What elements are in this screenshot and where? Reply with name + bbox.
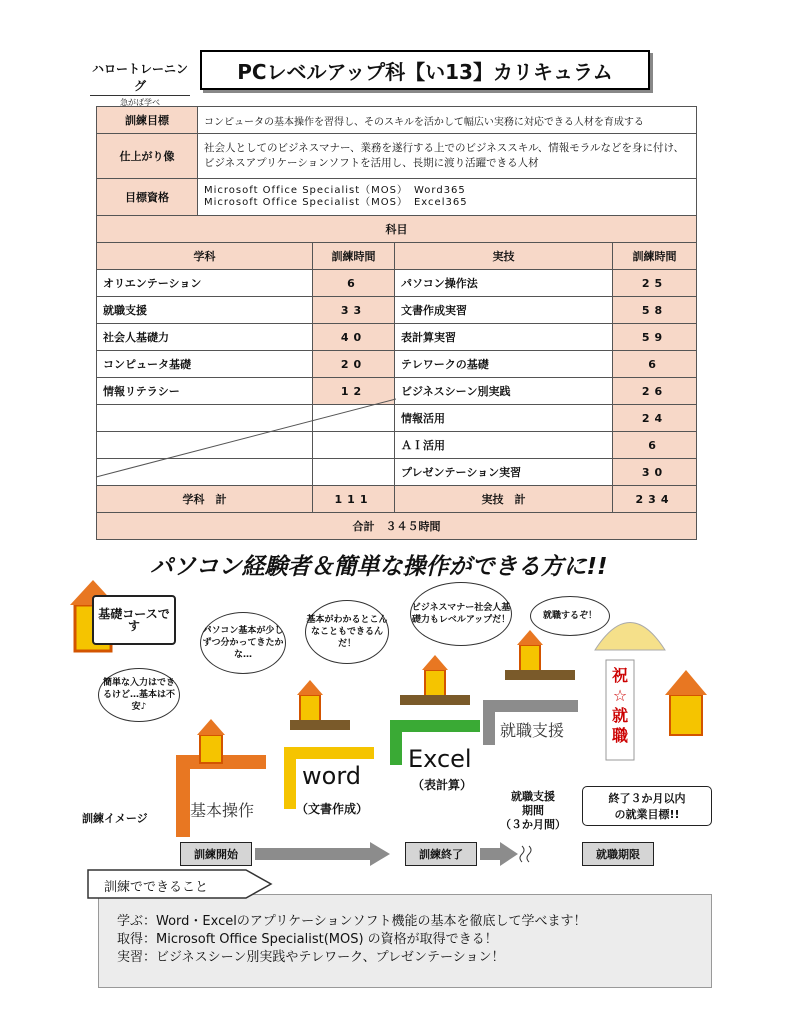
goal-row	[97, 107, 697, 134]
goal-callout	[582, 786, 712, 826]
thought-bubble-3: 基本がわかるとこんなこともできるんだ！	[305, 600, 389, 664]
finish-label: 仕上がり像	[97, 134, 198, 179]
arrow-icon	[480, 842, 518, 866]
theory-name: 情報リテラシー	[97, 378, 313, 405]
goal-callout-line2: の就業目標!!	[614, 808, 680, 821]
practice-name: 情報活用	[395, 405, 613, 432]
practice-name: ＡＩ活用	[395, 432, 613, 459]
qual-label: 目標資格	[97, 179, 198, 216]
qual-row	[97, 179, 697, 216]
empty-area-diagonal	[96, 398, 396, 478]
thought-bubble-5: 就職するぞ！	[530, 596, 610, 636]
step4-label: 就職支援	[500, 721, 565, 740]
theory-name: 就職支援	[97, 297, 313, 324]
thought-bubble-2: パソコン基本が少しずつ分かってきたかな…	[200, 612, 286, 674]
theory-hours: 12	[313, 378, 395, 405]
can-do-line: 実習：ビジネスシーン別実践やテレワーク、プレゼンテーション！	[117, 950, 505, 965]
theory-name: コンピュータ基礎	[97, 351, 313, 378]
pencil-character-icon	[400, 655, 470, 705]
col-practice: 実技	[395, 243, 613, 270]
practice-hours: 6	[613, 351, 697, 378]
can-do-line: 取得：Microsoft Office Specialist(MOS) の資格が取得できる！	[117, 932, 498, 947]
practice-name: 表計算実習	[395, 324, 613, 351]
practice-total-value: 234	[613, 486, 697, 513]
subjects-header-row	[97, 216, 697, 243]
practice-name: 文書作成実習	[395, 297, 613, 324]
qual-excel: Microsoft Office Specialist（MOS） Excel365	[204, 197, 468, 208]
practice-name: ビジネスシーン別実践	[395, 378, 613, 405]
finish-text: 社会人としてのビジネスマナー、業務を遂行する上でのビジネススキル、情報モラルなどを身に付け、ビジネスアプリケーションソフトを活用し、長期に渡り活躍できる人材	[198, 134, 697, 179]
col-theory: 学科	[97, 243, 313, 270]
support-period-line3: （３か月間）	[500, 818, 566, 831]
pencil-character-icon	[290, 680, 350, 730]
pencil-character-icon	[505, 630, 575, 680]
practice-hours: 25	[613, 270, 697, 297]
practice-name: テレワークの基礎	[395, 351, 613, 378]
qual-word: Microsoft Office Specialist（MOS） Word365	[204, 185, 466, 196]
thought-bubble-4: ビジネスマナー社会人基礎力もレベルアップだ！	[410, 582, 512, 646]
practice-hours: 58	[613, 297, 697, 324]
timeline-end: 訓練終了	[405, 842, 477, 866]
arrow-icon	[255, 842, 390, 866]
step3-label: Excel	[408, 745, 472, 773]
theory-name: オリエンテーション	[97, 270, 313, 297]
grand-total-row	[97, 513, 697, 540]
can-do-box	[98, 894, 712, 988]
goal-label: 訓練目標	[97, 107, 198, 134]
support-period-line1: 就職支援	[511, 790, 555, 803]
headline: パソコン経験者＆簡単な操作ができる方に!!	[150, 554, 608, 580]
practice-hours: 26	[613, 378, 697, 405]
table-row	[97, 351, 697, 378]
timeline-label: 訓練イメージ	[82, 812, 148, 825]
goal-text: コンピュータの基本操作を習得し、そのスキルを活かして幅広い実務に対応できる人材を育成する	[198, 107, 697, 134]
support-period	[488, 790, 578, 832]
table-row	[97, 270, 697, 297]
grand-total: 合計 ３４５時間	[97, 513, 697, 540]
can-do-line: 学ぶ：Word・Excelのアプリケーションソフト機能の基本を徹底して学べます！	[117, 914, 587, 929]
goal-callout-line1: 終了３か月以内	[608, 792, 686, 805]
page-title: PCレベルアップ科【い13】カリキュラム	[200, 50, 650, 90]
logo	[90, 60, 190, 108]
practice-hours: 59	[613, 324, 697, 351]
theory-name: 社会人基礎力	[97, 324, 313, 351]
step1-label: 基本操作	[190, 801, 255, 820]
pencil-character-icon	[665, 670, 707, 735]
subjects-header: 科目	[97, 216, 697, 243]
practice-name: プレゼンテーション実習	[395, 459, 613, 486]
can-do-tag: 訓練でできること	[104, 880, 209, 895]
logo-main: ハロートレーニング	[91, 62, 188, 93]
celebrate-banner: 祝☆就職	[611, 666, 628, 745]
pencil-character-icon	[197, 719, 225, 763]
finish-row	[97, 134, 697, 179]
timeline-start: 訓練開始	[180, 842, 252, 866]
theory-hours: 33	[313, 297, 395, 324]
support-period-line2: 期間	[522, 804, 544, 817]
col-hours1: 訓練時間	[313, 243, 395, 270]
table-row	[97, 324, 697, 351]
step3-sub: （表計算）	[412, 778, 473, 792]
logo-sub: 急がば学べ	[90, 95, 190, 108]
column-header-row	[97, 243, 697, 270]
timeline-deadline: 就職期限	[582, 842, 654, 866]
course-tag: 基礎コースです	[92, 595, 176, 645]
theory-hours: 20	[313, 351, 395, 378]
step2-sub: （文書作成）	[296, 802, 369, 816]
col-hours2: 訓練時間	[613, 243, 697, 270]
thought-bubble-1: 簡単な入力はできるけど…基本は不安♪	[98, 668, 180, 722]
practice-name: パソコン操作法	[395, 270, 613, 297]
theory-hours: 6	[313, 270, 395, 297]
practice-hours: 6	[613, 432, 697, 459]
practice-total-label: 実技 計	[395, 486, 613, 513]
step2-label: word	[302, 762, 361, 790]
wave-icon	[520, 846, 524, 862]
theory-total-label: 学科 計	[97, 486, 313, 513]
qual-text	[198, 179, 697, 216]
subtotal-row	[97, 486, 697, 513]
theory-hours: 40	[313, 324, 395, 351]
practice-hours: 30	[613, 459, 697, 486]
theory-total-value: 111	[313, 486, 395, 513]
table-row	[97, 297, 697, 324]
practice-hours: 24	[613, 405, 697, 432]
